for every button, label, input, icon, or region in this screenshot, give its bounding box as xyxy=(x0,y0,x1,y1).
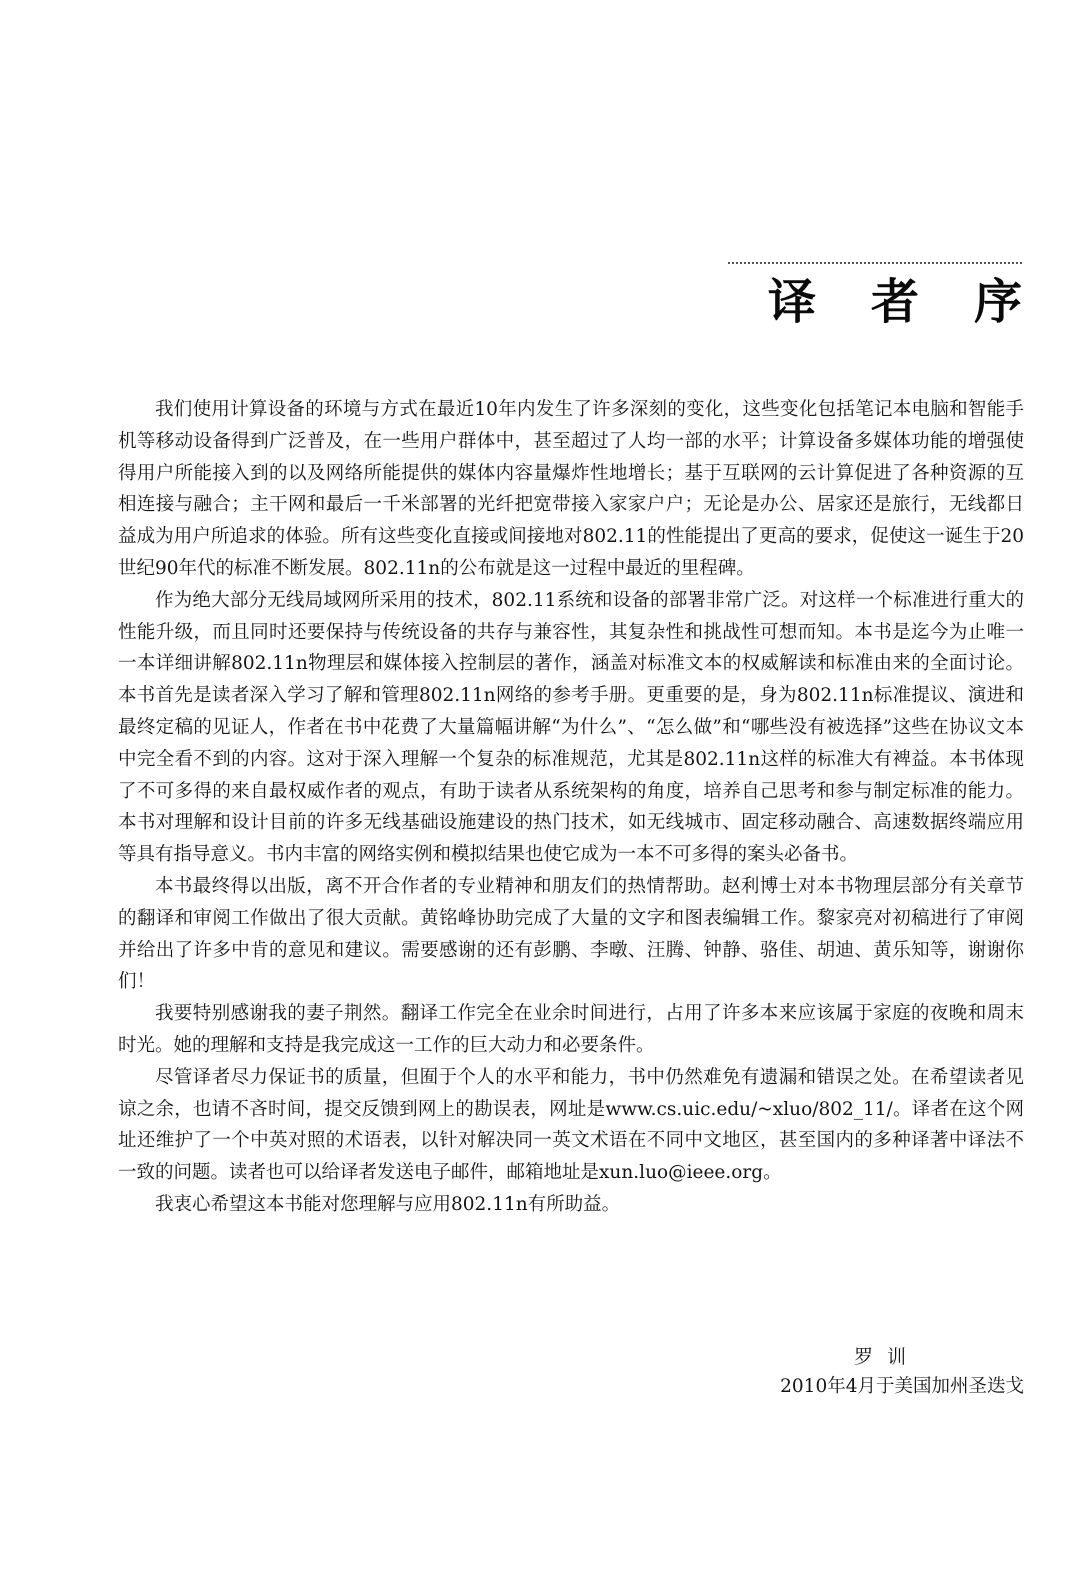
paragraph: 作为绝大部分无线局域网所采用的技术，802.11系统和设备的部署非常广泛。对这样一个标准进行重大的性能升级，而且同时还要保持与传统设备的共存与兼容性，其复杂性和挑战性可想而知。本书是迄今为止唯一一本详细讲解802.11n物理层和媒体接入控制层的著作，涵盖对标准文本的权威解读和标准由来的全面讨论。本书首先是读者深入学习了解和管理802.11n网络的参考手册。更重要的是，身为802.11n标准提议、演进和最终定稿的见证人，作者在书中花费了大量篇幅讲解“为什么”、“怎么做”和“哪些没有被选择”这些在协议文本中完全看不到的内容。这对于深入理解一个复杂的标准规范，尤其是802.11n这样的标准大有裨益。本书体现了不可多得的来自最权威作者的观点，有助于读者从系统架构的角度，培养自己思考和参与制定标准的能力。本书对理解和设计目前的许多无线基础设施建设的热门技术，如无线城市、固定移动融合、高速数据终端应用等具有指导意义。书内丰富的网络实例和模拟结果也使它成为一本不可多得的案头必备书。 xyxy=(118,589,1024,866)
paragraph: 尽管译者尽力保证书的质量，但囿于个人的水平和能力，书中仍然难免有遗漏和错误之处。在希望读者见谅之余，也请不吝时间，提交反馈到网上的勘误表，网址是www.cs.uic.edu/~xluo/802_11/。译者在这个网址还维护了一个中英对照的术语表，以针对解决同一英文术语在不同中文地区，甚至国内的多种译著中译法不一致的问题。读者也可以给译者发送电子邮件，邮箱地址是xun.luo@ieee.org。 xyxy=(118,1066,1024,1184)
title-char: 译 xyxy=(767,274,816,330)
page-title xyxy=(722,270,1022,334)
title-char: 者 xyxy=(870,274,919,330)
paragraph: 我衷心希望这本书能对您理解与应用802.11n有所助益。 xyxy=(155,1193,621,1215)
preface-body xyxy=(118,394,1024,1221)
paragraph: 我要特别感谢我的妻子荆然。翻译工作完全在业余时间进行，占用了许多本来应该属于家庭的夜晚和周末时光。她的理解和支持是我完成这一工作的巨大动力和必要条件。 xyxy=(118,1003,1024,1056)
title-char: 序 xyxy=(973,274,1022,330)
translator-name: 罗训 xyxy=(853,1346,920,1368)
signature-date-place: 2010年4月于美国加州圣迭戈 xyxy=(780,1376,1024,1397)
header-dotted-rule xyxy=(728,262,1022,264)
paragraph: 本书最终得以出版，离不开合作者的专业精神和朋友们的热情帮助。赵利博士对本书物理层部分有关章节的翻译和审阅工作做出了很大贡献。黄铭峰协助完成了大量的文字和图表编辑工作。黎家亮对初稿进行了审阅并给出了许多中肯的意见和建议。需要感谢的还有彭鹏、李暾、汪腾、钟静、骆佳、胡迪、黄乐知等，谢谢你们！ xyxy=(118,875,1024,993)
paragraph: 我们使用计算设备的环境与方式在最近10年内发生了许多深刻的变化，这些变化包括笔记本电脑和智能手机等移动设备得到广泛普及，在一些用户群体中，甚至超过了人均一部的水平；计算设备多媒体功能的增强使得用户所能接入到的以及网络所能提供的媒体内容量爆炸性地增长；基于互联网的云计算促进了各种资源的互相连接与融合；主干网和最后一千米部署的光纤把宽带接入家家户户；无论是办公、居家还是旅行，无线都日益成为用户所追求的体验。所有这些变化直接或间接地对802.11的性能提出了更高的要求，促使这一诞生于20世纪90年代的标准不断发展。802.11n的公布就是这一过程中最近的里程碑。 xyxy=(118,399,1024,579)
